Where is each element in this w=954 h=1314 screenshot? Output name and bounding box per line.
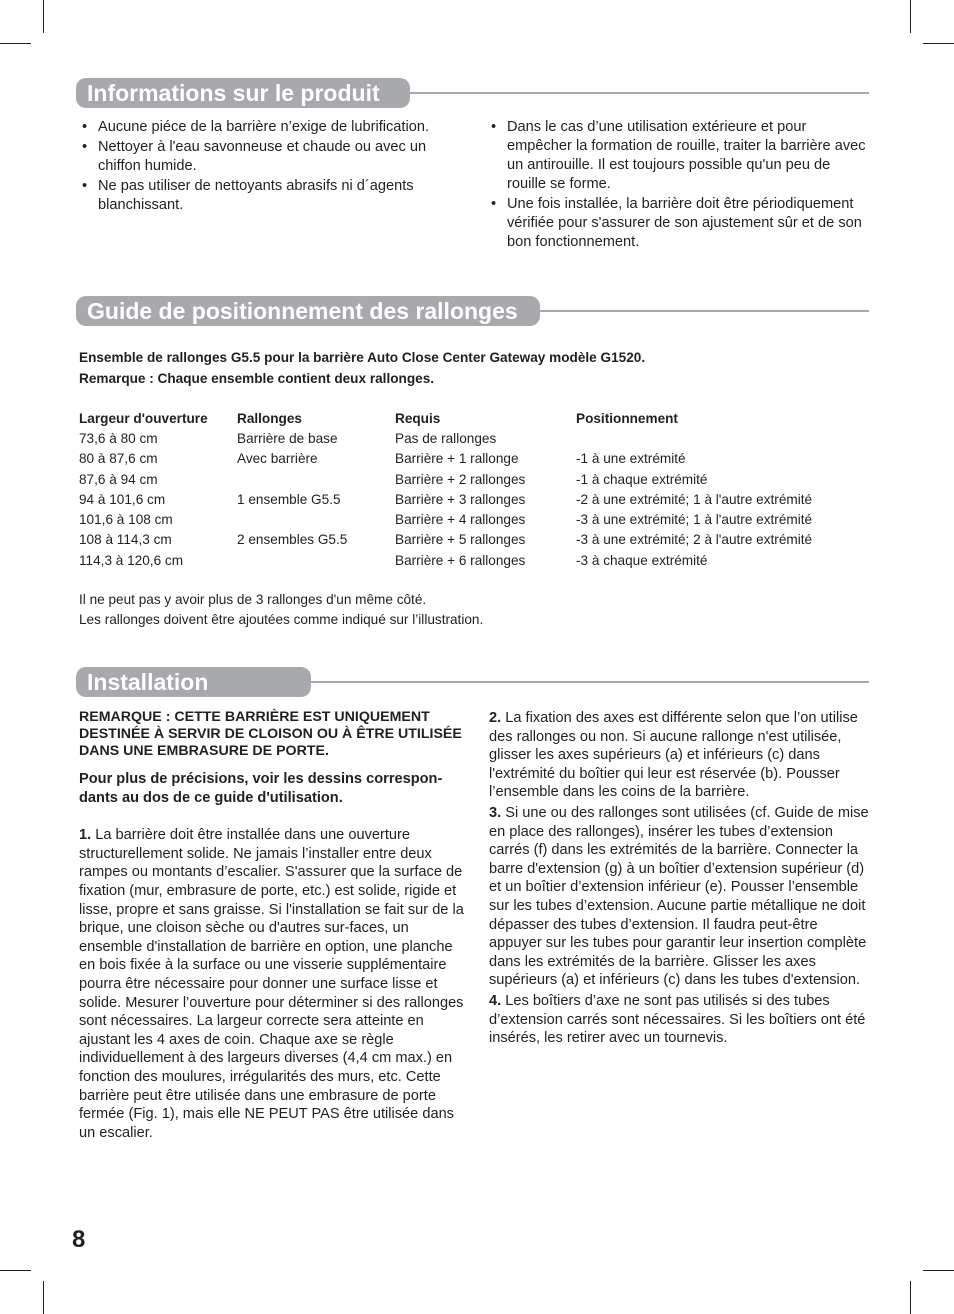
install-step-2 (489, 709, 871, 802)
table-cell: Barrière + 6 rallonges (395, 552, 526, 568)
crop-mark (923, 1270, 954, 1271)
table-cell: 73,6 à 80 cm (79, 430, 158, 446)
table-cell: 87,6 à 94 cm (79, 471, 158, 487)
table-cell: 80 à 87,6 cm (79, 451, 158, 467)
bullet-item: • Dans le cas d’une utilisation extérieure et pour empêcher la formation de rouille, traiter la barrière avec un antirouille. Il est toujours possible qu'un peu de rouille se forme. (488, 118, 868, 194)
bullet-item: • Nettoyer à l'eau savonneuse et chaude ou avec un chiffon humide. (79, 138, 464, 176)
guide-intro-line: Ensemble de rallonges G5.5 pour la barrière Auto Close Center Gateway modèle G1520. (79, 350, 646, 365)
table-row (79, 550, 876, 570)
table-row (79, 509, 876, 529)
step-number: 4. (489, 992, 502, 1009)
table-header-row (79, 408, 876, 428)
guide-note-line: Il ne peut pas y avoir plus de 3 rallonges d'un même côté. (79, 592, 427, 607)
table-cell: Pas de rallonges (395, 430, 497, 446)
column-header: Positionnement (576, 410, 678, 426)
install-precisions: Pour plus de précisions, voir les dessins correspon-dants au dos de ce guide d'utilisation. (79, 771, 443, 806)
crop-mark (923, 43, 954, 44)
column-header: Requis (395, 410, 441, 426)
crop-mark (0, 43, 31, 44)
table-cell: -1 à chaque extrémité (576, 471, 708, 487)
install-left-column (79, 709, 469, 1142)
table-cell (237, 469, 395, 489)
step-text: Si une ou des rallonges sont utilisées (cf. Guide de mise en place des rallonges), insérer les tubes d’extension carrés (f) dans les extrémités de la barrière. Connecter la barre d'extension (g) à un boîtier d’extension supérieur (d) et un boîtier d’extension inférieur (e). Pousser l’ensemble sur les tubes d’extension. Aucune partie métallique ne doit dépasser des tubes d’extension. Il faudra peut-être appuyer sur les tubes pour garantir leur insertion complète dans les extrémités de la barrière. Glisser les axes supérieurs (a) et inférieurs (c) dans les tubes d'extension. (489, 804, 869, 989)
guide-intro (79, 347, 879, 389)
step-text: Les boîtiers d’axe ne sont pas utilisés si des tubes d’extension carrés sont nécessaires. Si les boîtiers ont été insérés, les retirer avec un tournevis. (489, 992, 866, 1047)
table-row (79, 449, 876, 469)
table-cell: Barrière + 1 rallonge (395, 451, 519, 467)
table-cell: 2 ensembles G5.5 (237, 532, 348, 548)
bullet-item: • Une fois installée, la barrière doit être périodiquement vérifiée pour s'assurer de son ajustement sûr et de son bon fonctionnement. (488, 195, 868, 252)
guide-notes (79, 590, 879, 630)
table-cell: -3 à chaque extrémité (576, 552, 708, 568)
step-text: La barrière doit être installée dans une ouverture structurellement solide. Ne jamais l’installer entre deux rampes ou montants d’escalier. S'assurer que la surface de fixation (mur, embrasure de porte, etc.) est solide, rigide et lisse, propre et sans graisse. Si l'installation se fait sur de la brique, une cloison sèche ou d'autres sur-faces, un ensemble d'installation de barrière en option, une planche en bois fixée à la surface ou une visserie supplémentaire pourra être nécessaire pour donner une surface lisse et solide. Mesurer l’ouverture pour déterminer si des rallonges sont nécessaires. La largeur correcte sera atteinte en ajustant les 4 axes de coin. Chaque axe se règle individuellement à des largeurs diverses (4,4 cm max.) en fonction des moulures, irrégularités des murs, etc. Cette barrière peut être utilisée dans une embrasure de porte fermée (Fig. 1), mais elle NE PEUT PAS être utilisée dans un escalier. (79, 827, 464, 1141)
section-rule (540, 310, 869, 312)
table-cell: Barrière de base (237, 430, 338, 446)
bullet-item: • Aucune piéce de la barrière n’exige de lubrification. (79, 118, 464, 137)
product-right-column (488, 118, 868, 253)
table-cell: Barrière + 2 rallonges (395, 471, 526, 487)
table-cell: -1 à une extrémité (576, 451, 686, 467)
table-cell: 108 à 114,3 cm (79, 532, 172, 548)
table-cell: -3 à une extrémité; 2 à l'autre extrémité (576, 532, 813, 548)
step-number: 2. (489, 710, 502, 726)
table-cell (237, 509, 395, 529)
table-cell: 101,6 à 108 cm (79, 512, 173, 528)
table-row (79, 428, 876, 448)
table-cell: Barrière + 5 rallonges (395, 532, 526, 548)
step-text: La fixation des axes est différente selon que l’on utilise des rallonges ou non. Si aucune rallonge n'est utilisée, glisser les axes supérieurs (a) et inférieurs (c) dans l'extrémité du boîtier qui leur est réservée (b). Pousser l’ensemble dans les coins de la barrière. (489, 710, 858, 801)
install-step-4 (489, 992, 871, 1048)
column-header: Rallonges (237, 410, 302, 426)
table-row (79, 489, 876, 509)
section-header-guide (76, 296, 869, 326)
table-cell: 94 à 101,6 cm (79, 491, 166, 507)
extension-table (79, 408, 876, 570)
crop-mark (910, 1281, 911, 1314)
section-title-product: Informations sur le produit (76, 78, 410, 108)
table-cell: Barrière + 4 rallonges (395, 512, 526, 528)
install-step-3 (489, 804, 871, 990)
table-cell: Avec barrière (237, 451, 318, 467)
table-cell: 114,3 à 120,6 cm (79, 552, 184, 568)
column-header: Largeur d'ouverture (79, 410, 208, 426)
table-row (79, 469, 876, 489)
crop-mark (0, 1270, 31, 1271)
table-cell (576, 428, 876, 448)
table-cell: -3 à une extrémité; 1 à l'autre extrémité (576, 512, 813, 528)
section-header-product (76, 78, 869, 108)
crop-mark (910, 0, 911, 33)
install-remarque: REMARQUE : CETTE BARRIÈRE EST UNIQUEMENT DESTINÉE À SERVIR DE CLOISON OU À ÊTRE UTILISÉE DANS UNE EMBRASURE DE PORTE. (79, 709, 462, 759)
crop-mark (43, 1281, 44, 1314)
crop-mark (43, 0, 44, 33)
table-cell (237, 550, 395, 570)
step-number: 1. (79, 827, 92, 844)
section-rule (410, 92, 869, 94)
install-right-column (489, 709, 871, 1048)
step-number: 3. (489, 804, 502, 821)
product-left-column (79, 118, 464, 216)
table-cell: Barrière + 3 rallonges (395, 491, 526, 507)
page-number: 8 (72, 1226, 86, 1253)
table-row (79, 530, 876, 550)
bullet-item: • Ne pas utiliser de nettoyants abrasifs ni d´agents blanchissant. (79, 177, 464, 215)
section-rule (311, 681, 869, 683)
table-cell: -2 à une extrémité; 1 à l'autre extrémité (576, 491, 813, 507)
section-title-guide: Guide de positionnement des rallonges (76, 296, 540, 326)
section-title-install: Installation (76, 667, 311, 697)
guide-intro-line: Remarque : Chaque ensemble contient deux rallonges. (79, 371, 435, 386)
guide-note-line: Les rallonges doivent être ajoutées comme indiqué sur l’illustration. (79, 612, 484, 627)
install-step-1 (79, 826, 469, 1142)
section-header-install (76, 667, 869, 697)
table-cell: 1 ensemble G5.5 (237, 491, 341, 507)
